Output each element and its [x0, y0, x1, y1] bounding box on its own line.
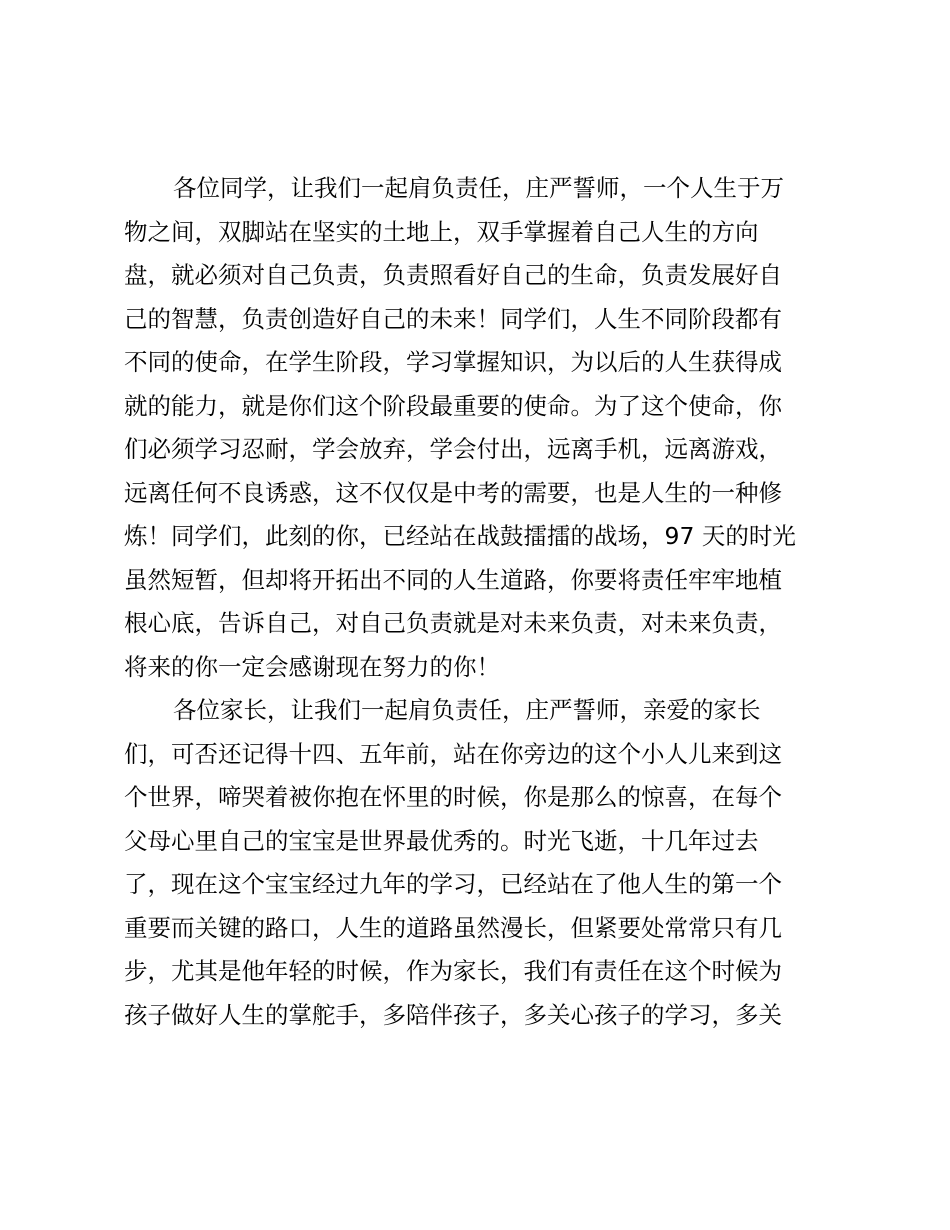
text-line: 重要而关键的路口，人生的道路虽然漫长，但紧要处常常只有几 — [124, 913, 782, 942]
body-text — [124, 167, 844, 1037]
text-line: 们，可否还记得十四、五年前，站在你旁边的这个小人儿来到这 — [124, 739, 782, 768]
text-line: 根心底，告诉自己，对自己负责就是对未来负责，对未来负责， — [124, 609, 782, 637]
text-line: 各位同学，让我们一起肩负责任，庄严誓师，一个人生于万 — [173, 174, 784, 202]
text-line: 己的智慧，负责创造好自己的未来！同学们，人生不同阶段都有 — [124, 304, 782, 333]
paragraph-students — [124, 167, 844, 689]
text-line: 物之间，双脚站在坚实的土地上，双手掌握着自己人生的方向 — [124, 217, 759, 246]
text-line: 孩子做好人生的掌舵手，多陪伴孩子，多关心孩子的学习，多关 — [124, 1000, 782, 1029]
paragraph-parents — [124, 689, 844, 1037]
text-line: 步，尤其是他年轻的时候，作为家长，我们有责任在这个时候为 — [124, 957, 782, 985]
text-line: 了，现在这个宝宝经过九年的学习，已经站在了他人生的第一个 — [124, 870, 782, 898]
text-line: 不同的使命，在学生阶段，学习掌握知识，为以后的人生获得成 — [124, 348, 782, 376]
text-line: 虽然短暂，但却将开拓出不同的人生道路，你要将责任牢牢地植 — [124, 565, 782, 594]
text-line: 将来的你一定会感谢现在努力的你！ — [124, 652, 500, 681]
text-line: 炼！同学们，此刻的你，已经站在战鼓擂擂的战场，97 天的时光 — [124, 522, 796, 550]
text-line: 就的能力，就是你们这个阶段最重要的使命。为了这个使命，你 — [124, 391, 782, 420]
text-line: 父母心里自己的宝宝是世界最优秀的。时光飞逝，十几年过去 — [124, 826, 759, 855]
text-line: 远离任何不良诱惑，这不仅仅是中考的需要，也是人生的一种修 — [124, 478, 782, 507]
text-line: 们必须学习忍耐，学会放弃，学会付出，远离手机，远离游戏， — [124, 435, 782, 463]
text-line: 个世界，啼哭着被你抱在怀里的时候，你是那么的惊喜，在每个 — [124, 783, 782, 811]
text-line: 各位家长，让我们一起肩负责任，庄严誓师，亲爱的家长 — [173, 696, 761, 724]
text-line: 盘，就必须对自己负责，负责照看好自己的生命，负责发展好自 — [124, 261, 782, 289]
